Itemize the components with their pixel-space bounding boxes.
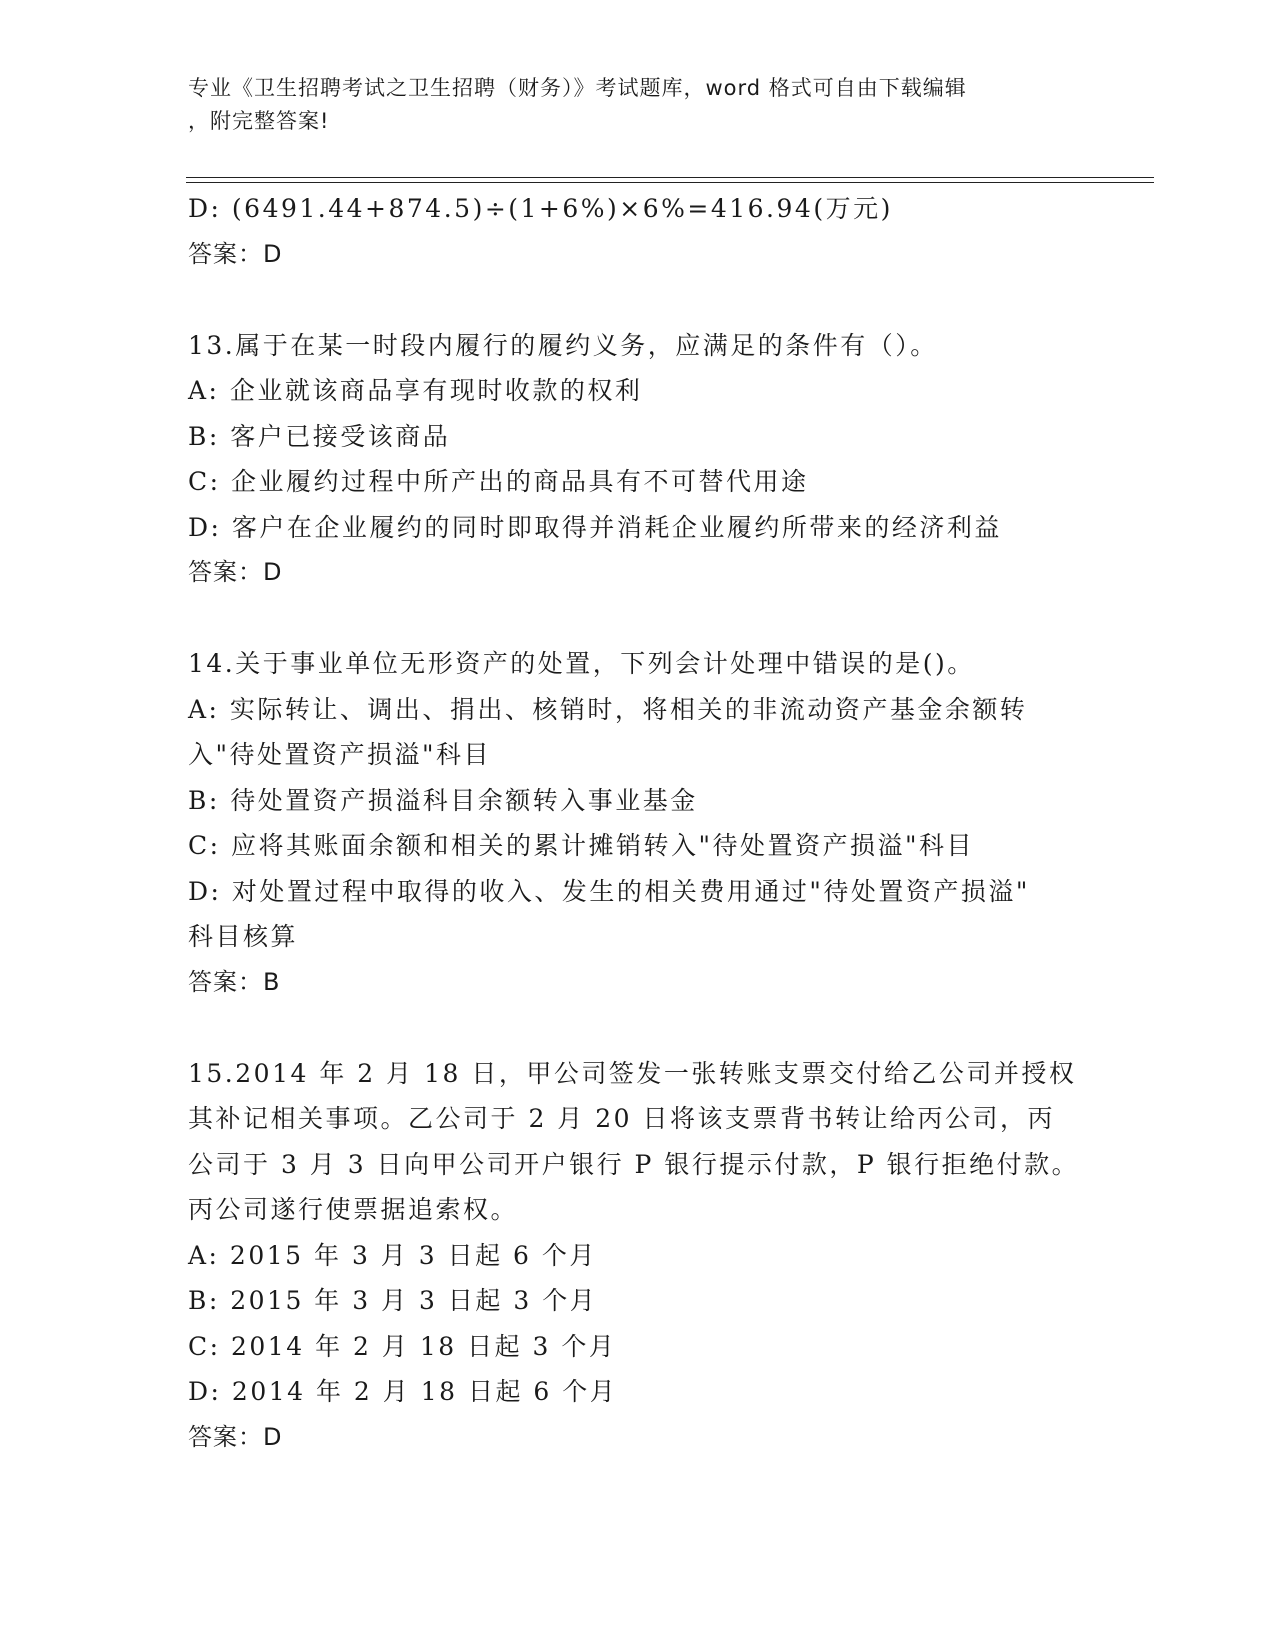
q14-answer: 答案：B [188, 967, 281, 996]
q14-option-a-line-1: A: 实际转让、调出、捐出、核销时，将相关的非流动资产基金余额转 [188, 694, 1028, 724]
q15-option-c: C: 2014 年 2 月 18 日起 3 个月 [188, 1331, 617, 1361]
q13-option-c: C: 企业履约过程中所产出的商品具有不可替代用途 [188, 467, 809, 496]
q15-option-d: D: 2014 年 2 月 18 日起 6 个月 [188, 1377, 618, 1406]
header-line-2: ，附完整答案! [188, 109, 330, 133]
q14-option-a-line-2: 入"待处置资产损溢"科目 [188, 740, 491, 769]
q14-stem: 14.关于事业单位无形资产的处置，下列会计处理中错误的是()。 [188, 649, 975, 678]
q15-option-a: A: 2015 年 3 月 3 日起 6 个月 [188, 1240, 597, 1270]
q14-option-d-line-2: 科目核算 [188, 922, 299, 951]
q14-option-d-line-1: D: 对处置过程中取得的收入、发生的相关费用通过"待处置资产损溢" [188, 876, 1030, 906]
header-rule-top [186, 177, 1154, 178]
q15-option-b: B: 2015 年 3 月 3 日起 3 个月 [188, 1286, 598, 1315]
question-14 [188, 641, 1088, 1005]
q15-stem-line-4: 丙公司遂行使票据追索权。 [188, 1195, 519, 1224]
q15-stem-line-2: 其补记相关事项。乙公司于 2 月 20 日将该支票背书转让给丙公司，丙 [188, 1104, 1056, 1133]
q15-answer: 答案：D [188, 1422, 283, 1451]
prev-answer: 答案：D [188, 239, 283, 268]
page-header [188, 72, 1088, 138]
header-rule-bottom [186, 182, 1154, 183]
q13-option-b: B: 客户已接受该商品 [188, 421, 451, 451]
prev-option-d: D: (6491.44+874.5)÷(1+6%)×6%=416.94(万元) [188, 194, 893, 223]
q14-option-b: B: 待处置资产损溢科目余额转入事业基金 [188, 785, 698, 815]
q13-option-a: A: 企业就该商品享有现时收款的权利 [188, 376, 643, 405]
q13-stem: 13.属于在某一时段内履行的履约义务，应满足的条件有（）。 [188, 330, 938, 360]
question-15 [188, 1051, 1088, 1461]
q13-option-d: D: 客户在企业履约的同时即取得并消耗企业履约所带来的经济利益 [188, 512, 1002, 542]
q13-answer: 答案：D [188, 558, 283, 586]
header-line-1: 专业《卫生招聘考试之卫生招聘（财务）》考试题库，word 格式可自由下载编辑 [188, 76, 967, 100]
question-13 [188, 323, 1088, 596]
q15-stem-line-1: 15.2014 年 2 月 18 日，甲公司签发一张转账支票交付给乙公司并授权 [188, 1058, 1077, 1088]
q14-option-c: C: 应将其账面余额和相关的累计摊销转入"待处置资产损溢"科目 [188, 831, 974, 860]
question-content [188, 186, 1088, 1460]
q15-stem-line-3: 公司于 3 月 3 日向甲公司开户银行 P 银行提示付款，P 银行拒绝付款。 [188, 1149, 1080, 1179]
